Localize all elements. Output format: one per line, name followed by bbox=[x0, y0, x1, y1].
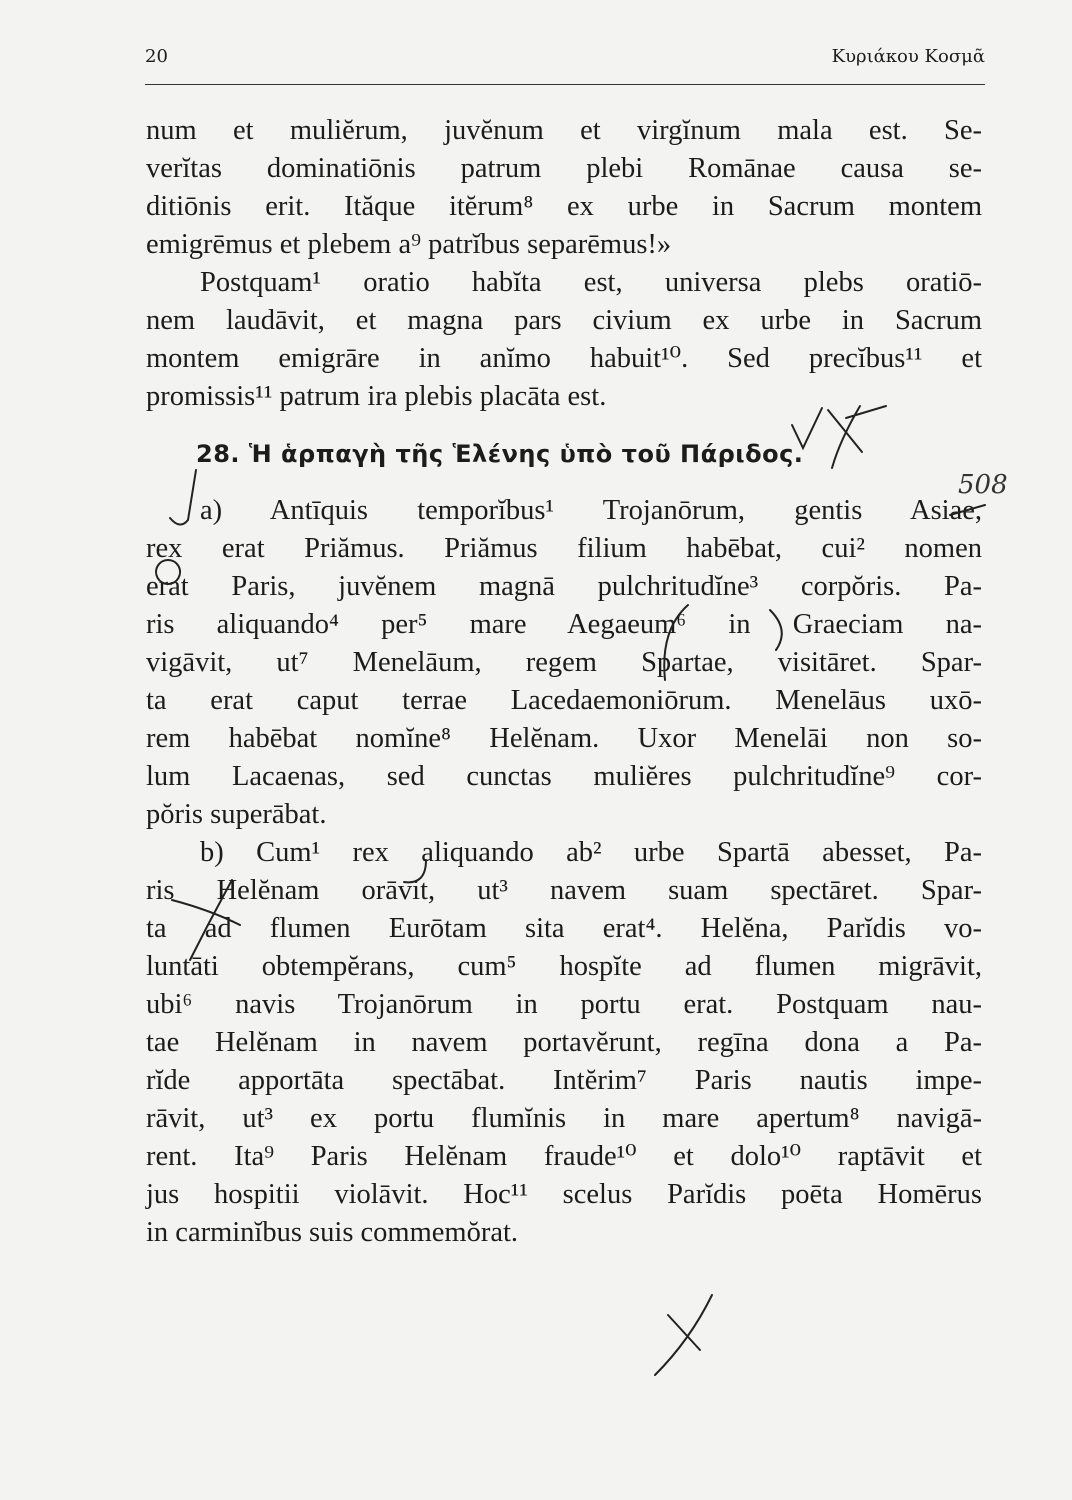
page-number: 20 bbox=[145, 46, 168, 67]
text-line: ris aliquando⁴ per⁵ mare Aegaeum⁶ in Graeciam na- bbox=[146, 609, 982, 640]
text-line: num et muliĕrum, juvĕnum et virgĭnum mala est. Se- bbox=[146, 115, 982, 146]
paragraph-1 bbox=[146, 112, 982, 264]
page-header bbox=[145, 40, 985, 85]
running-head: Κυριάκου Κοσμᾶ bbox=[831, 46, 985, 67]
text-line: rex erat Priămus. Priămus filium habēbat, cui² nomen bbox=[146, 533, 982, 564]
section-heading: 28. Ἡ ἁρπαγὴ τῆς Ἑλένης ὑπὸ τοῦ Πάριδος. bbox=[196, 440, 804, 468]
text-line: ta ad flumen Eurōtam sita erat⁴. Helĕna, Parĭdis vo- bbox=[146, 913, 982, 944]
text-line: rāvit, ut³ ex portu flumĭnis in mare apertum⁸ navigā- bbox=[146, 1103, 982, 1134]
paragraph-a bbox=[146, 492, 982, 834]
paragraph-b bbox=[146, 834, 982, 1252]
text-line: luntāti obtempĕrans, cum⁵ hospĭte ad flumen migrāvit, bbox=[146, 951, 982, 982]
text-line: a) Antīquis temporĭbus¹ Trojanōrum, gentis Asiae, bbox=[200, 495, 982, 526]
text-line: lum Lacaenas, sed cunctas muliĕres pulchritudĭne⁹ cor- bbox=[146, 761, 982, 792]
text-line: ris Helĕnam orāvit, ut³ navem suam spectāret. Spar- bbox=[146, 875, 982, 906]
text-line: montem emigrāre in anĭmo habuit¹⁰. Sed precĭbus¹¹ et bbox=[146, 343, 982, 374]
margin-note: 508 bbox=[958, 470, 1008, 500]
text-line: jus hospitii violāvit. Hoc¹¹ scelus Parĭdis poēta Homērus bbox=[146, 1179, 982, 1210]
text-line: ta erat caput terrae Lacedaemoniōrum. Menelāus uxō- bbox=[146, 685, 982, 716]
text-line: Postquam¹ oratio habĭta est, universa plebs oratiō- bbox=[200, 267, 982, 298]
text-line: in carminĭbus suis commemŏrat. bbox=[146, 1217, 519, 1248]
text-line: ditiōnis erit. Ităque itĕrum⁸ ex urbe in Sacrum montem bbox=[146, 191, 982, 222]
text-line: rem habēbat nomĭne⁸ Helĕnam. Uxor Menelāi non so- bbox=[146, 723, 982, 754]
text-line: verĭtas dominatiōnis patrum plebi Romānae causa se- bbox=[146, 153, 982, 184]
text-line: promissis¹¹ patrum ira plebis placāta est. bbox=[146, 381, 607, 412]
text-line: nem laudāvit, et magna pars civium ex urbe in Sacrum bbox=[146, 305, 982, 336]
text-line: b) Cum¹ rex aliquando ab² urbe Spartā abesset, Pa- bbox=[200, 837, 982, 868]
paragraph-2 bbox=[146, 264, 982, 416]
body-text bbox=[146, 112, 982, 1252]
text-line: erat Paris, juvĕnem magnā pulchritudĭne³ corpŏris. Pa- bbox=[146, 571, 982, 602]
text-line: rĭde apportāta spectābat. Intĕrim⁷ Paris nautis impe- bbox=[146, 1065, 982, 1096]
text-line: pŏris superābat. bbox=[146, 799, 327, 830]
cross-mark-end bbox=[655, 1295, 712, 1375]
text-line: ubi⁶ navis Trojanōrum in portu erat. Postquam nau- bbox=[146, 989, 982, 1020]
text-line: vigāvit, ut⁷ Menelāum, regem Spartae, visitāret. Spar- bbox=[146, 647, 982, 678]
text-line: tae Helĕnam in navem portavĕrunt, regīna dona a Pa- bbox=[146, 1027, 982, 1058]
text-line: emigrēmus et plebem a⁹ patrĭbus separēmus!» bbox=[146, 229, 672, 260]
text-line: rent. Ita⁹ Paris Helĕnam fraude¹⁰ et dolo¹⁰ raptāvit et bbox=[146, 1141, 982, 1172]
